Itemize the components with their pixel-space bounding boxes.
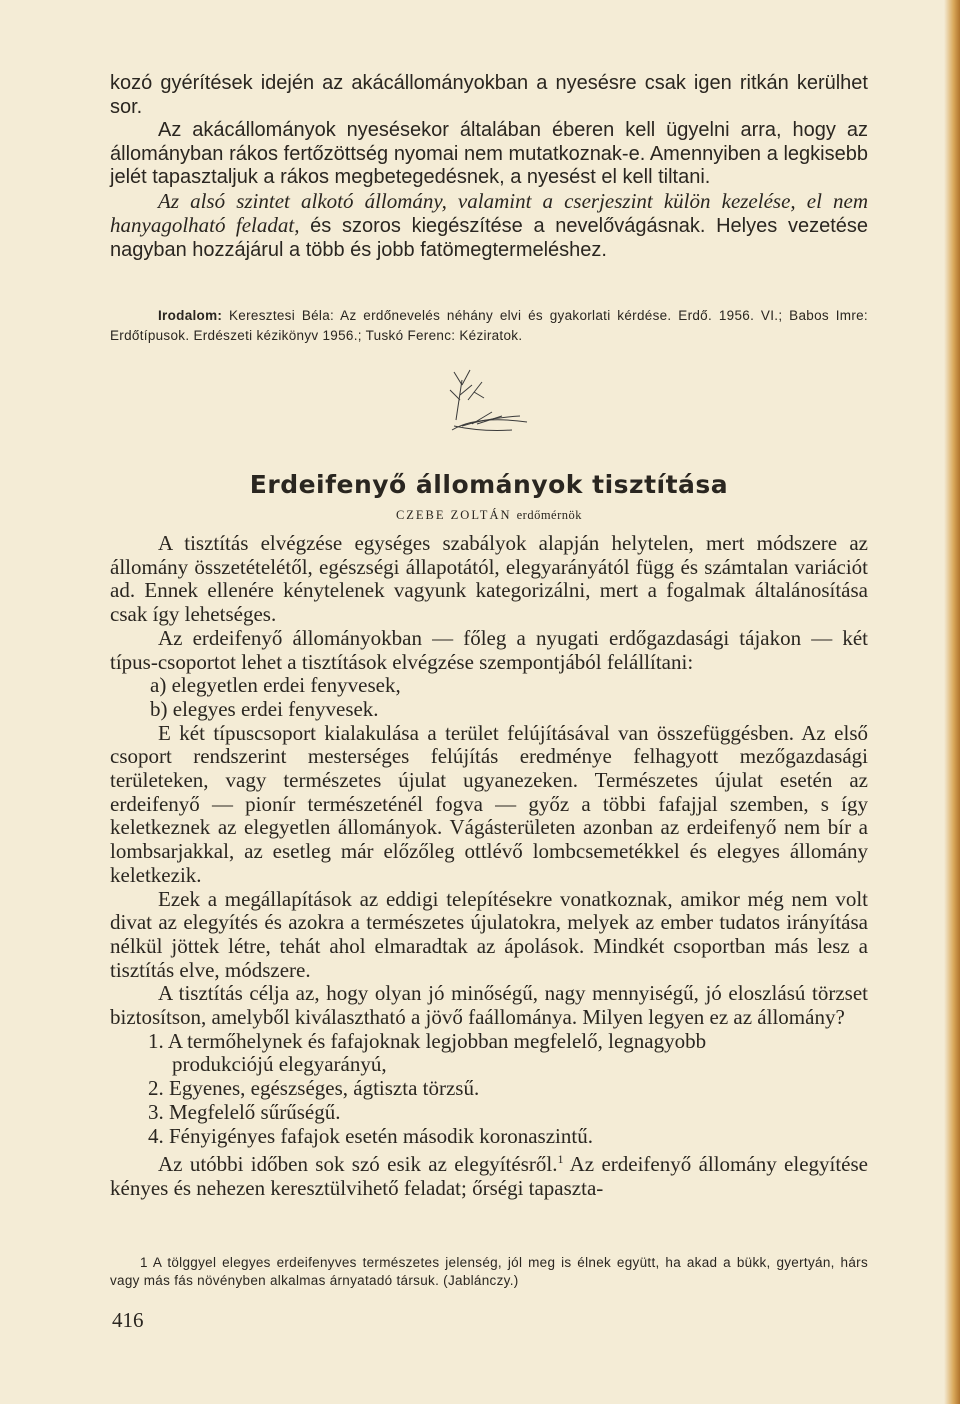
paragraph-3 xyxy=(110,190,868,263)
numbered-item-3: 3. Megfelelő sűrűségű. xyxy=(148,1099,341,1124)
list-item-a: a) elegyetlen erdei fenyvesek, xyxy=(150,673,401,698)
article-paragraph-5: A tisztítás célja az, hogy olyan jó minőségű, nagy mennyiségű, jó eloszlású törzset biztosítson, amelyből kiválasztható a jövő faállománya. Milyen legyen ez az állomány? xyxy=(110,981,868,1030)
article-paragraph-2: Az erdeifenyő állományokban — főleg a nyugati erdőgazdasági tájakon — két típus-csoportot lehet a tisztítások elvégzése szempontjából felállítani: xyxy=(110,625,868,674)
footnote xyxy=(110,1254,868,1290)
article-paragraph-1: A tisztítás elvégzése egységes szabályok alapján helytelen, mert módszere az állomány összetételétől, egészségi állapotától, elegyarányától függ és számtalan variációt ad. Ennek ellenére kénytelenek vagyunk kategorizálni, mert a fogalmak általánosítása csak így lehetséges. xyxy=(110,531,868,627)
paragraph-3-italic: Az alsó szintet alkotó állomány, valamint a cserjeszint külön kezelése, el nem hanyagolható feladat, xyxy=(110,188,868,237)
numbered-item-2: 2. Egyenes, egészséges, ágtiszta törzsű. xyxy=(148,1076,480,1101)
article-title: Erdeifenyő állományok tisztítása xyxy=(249,470,729,499)
numbered-item-1: 1. A termőhelynek és fafajoknak legjobban megfelelő, legnagyobb xyxy=(148,1028,707,1053)
footnote-marker: 1 xyxy=(557,1152,564,1167)
references-text: Keresztesi Béla: Az erdőnevelés néhány elvi és gyakorlati kérdése. Erdő. 1956. VI.; Babos Imre: Erdőtípusok. Erdészeti kézikönyv 1956.; Tuskó Ferenc: Kéziratok. xyxy=(110,308,868,343)
paragraph-3-rest: és szoros kiegészítése a nevelővágásnak. Helyes vezetése nagyban hozzájárul a több és jobb fatömegtermeléshez. xyxy=(110,215,868,261)
article-paragraph-4: Ezek a megállapítások az eddigi telepítésekre vonatkoznak, amikor még nem volt divat az elegyítés és azokra a természetes újulatokra, melyek az ember tudatos irányítása nélkül jöttek létre, tehát ahol elmaradtak az ápolások. Mindkét csoportban más lesz a tisztítás elve, módszere. xyxy=(110,886,868,982)
references xyxy=(110,306,868,346)
footnote-text: 1 A tölggyel elegyes erdeifenyves természetes jelenség, jól meg is élnek együtt, ha akad a bükk, gyertyán, hárs vagy más fás növényben alkalmas árnyatadó társuk. (Jablánczy.) xyxy=(110,1255,868,1288)
article-paragraph-3: E két típuscsoport kialakulása a terület felújításával van összefüggésben. Az első csoport rendszerint mesterséges felújítás eredménye felhagyott mezőgazdasági területeken, vagy természetes újulat ugyanezeken. Természetes újulat esetén az erdeifenyő — pionír természeténél fogva — győz a többi fafajjal szemben, s így keletkeznek az elegyetlen állományok. Vágásterületen azonban az erdeifenyő nem bír a lombsarjakkal, az esetleg már előzőleg ottlévő lombcsemetékkel és elegyes állomány keletkezik. xyxy=(110,720,868,887)
last-paragraph-start: Az utóbbi időben sok szó esik az elegyítésről. xyxy=(158,1152,558,1177)
pine-branch-ornament-icon xyxy=(432,360,532,440)
numbered-item-1-cont: produkciójú elegyarányú, xyxy=(172,1052,387,1077)
last-paragraph-end: Az erdeifenyő állomány elegyítése kényes és nehezen keresztülvihető feladat; őrségi tapaszta- xyxy=(110,1152,868,1200)
page-number: 416 xyxy=(112,1308,144,1332)
article-author xyxy=(110,508,868,523)
article-body xyxy=(110,532,868,1201)
article-paragraph-6 xyxy=(110,1148,868,1200)
paragraph-1: kozó gyérítések idején az akácállományokban a nyesésre csak igen ritkán kerülhet sor. xyxy=(110,72,868,118)
author-role: erdőmérnök xyxy=(516,508,583,522)
top-text-block xyxy=(110,72,868,262)
page-edge-shadow xyxy=(944,0,960,1404)
numbered-item-4: 4. Fényigényes fafajok esetén második koronaszintű. xyxy=(148,1123,593,1148)
paragraph-2: Az akácállományok nyesésekor általában éberen kell ügyelni arra, hogy az állományban rákos fertőzöttség nyomai nem mutatkoznak-e. Amennyiben a legkisebb jelét tapasztaljuk a rákos megbetegedésnek, a nyesést el kell tiltani. xyxy=(110,119,868,188)
list-item-b: b) elegyes erdei fenyvesek. xyxy=(150,696,379,721)
author-name: CZEBE ZOLTÁN xyxy=(395,508,512,522)
references-label: Irodalom: xyxy=(158,308,223,323)
